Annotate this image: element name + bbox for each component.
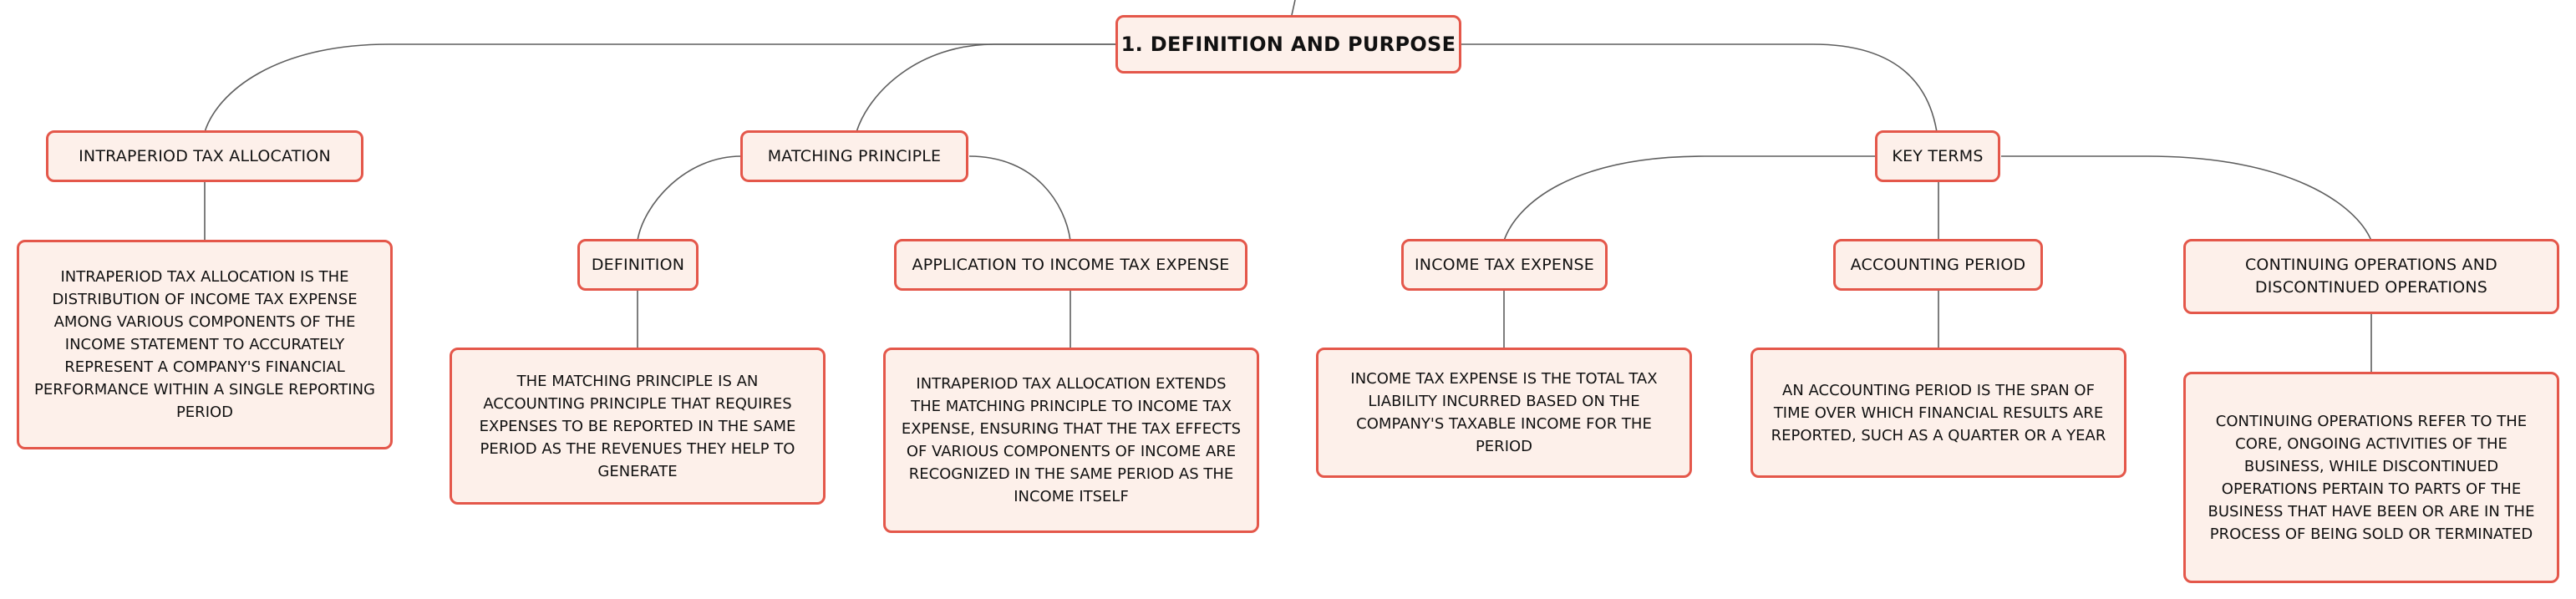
application-to-income-tax-expense-description[interactable] [883,348,1259,533]
definition-node[interactable] [577,239,699,291]
connector-root-intraperiod [205,44,1117,132]
continuing-discontinued-operations-label: CONTINUING OPERATIONS AND DISCONTINUED OPERATIONS [2244,256,2498,297]
definition-description[interactable] [450,348,826,505]
connector-keyterms-continuing [2001,156,2371,241]
connector-root-matching [856,44,1117,132]
matching-principle-node[interactable] [740,130,968,182]
key-terms-label: KEY TERMS [1892,146,1984,165]
accounting-period-description[interactable] [1750,348,2126,478]
accounting-period-node[interactable] [1833,239,2043,291]
key-terms-node[interactable] [1875,130,2000,182]
root-node[interactable] [1115,15,1461,74]
continuing-discontinued-operations-description[interactable] [2183,372,2559,583]
connector-root-keyterms [1461,44,1937,132]
application-to-income-tax-expense-node[interactable] [894,239,1247,291]
connector-matching-definition [638,156,741,241]
accounting-period-description-text: AN ACCOUNTING PERIOD IS THE SPAN OF TIME OVER WHICH FINANCIAL RESULTS ARE REPORTED, SUCH AS A QUARTER OR A YEAR [1771,381,2106,444]
definition-description-text: THE MATCHING PRINCIPLE IS AN ACCOUNTING PRINCIPLE THAT REQUIRES EXPENSES TO BE REPORTED IN THE SAME PERIOD AS THE REVENUES THEY HELP TO GENERATE [479,372,796,480]
intraperiod-tax-allocation-label: INTRAPERIOD TAX ALLOCATION [79,146,331,165]
income-tax-expense-description[interactable] [1316,348,1692,478]
income-tax-expense-node[interactable] [1401,239,1608,291]
continuing-discontinued-operations-description-text: CONTINUING OPERATIONS REFER TO THE CORE, ONGOING ACTIVITIES OF THE BUSINESS, WHILE DISCONTINUED OPERATIONS PERTAIN TO PARTS OF THE BUSINESS THAT HAVE BEEN OR ARE IN THE PROCESS OF BEING SOLD OR TERMINATED [2208,412,2535,543]
intraperiod-tax-allocation-description[interactable] [17,240,393,449]
intraperiod-tax-allocation-node[interactable] [46,130,363,182]
income-tax-expense-label: INCOME TAX EXPENSE [1414,255,1595,274]
continuing-discontinued-operations-node[interactable] [2183,239,2559,314]
connector-matching-application [969,156,1070,241]
accounting-period-label: ACCOUNTING PERIOD [1850,255,2026,274]
root-title: 1. DEFINITION AND PURPOSE [1120,32,1456,56]
connector-root-up [1292,0,1295,15]
matching-principle-label: MATCHING PRINCIPLE [767,146,942,165]
income-tax-expense-description-text: INCOME TAX EXPENSE IS THE TOTAL TAX LIABILITY INCURRED BASED ON THE COMPANY'S TAXABLE INCOME FOR THE PERIOD [1350,370,1658,455]
intraperiod-tax-allocation-description-text: INTRAPERIOD TAX ALLOCATION IS THE DISTRIBUTION OF INCOME TAX EXPENSE AMONG VARIOUS COMPONENTS OF THE INCOME STATEMENT TO ACCURATELY REPRESENT A COMPANY'S FINANCIAL PERFORMANCE WITHIN A SINGLE REPORTING PERIOD [34,268,375,421]
application-to-income-tax-expense-label: APPLICATION TO INCOME TAX EXPENSE [912,255,1230,274]
application-to-income-tax-expense-description-text: INTRAPERIOD TAX ALLOCATION EXTENDS THE MATCHING PRINCIPLE TO INCOME TAX EXPENSE, ENSURING THAT THE TAX EFFECTS OF VARIOUS COMPONENTS OF INCOME ARE RECOGNIZED IN THE SAME PERIOD AS THE INCOME ITSELF [901,375,1242,505]
definition-label: DEFINITION [591,255,685,274]
connector-keyterms-income [1504,156,1876,241]
